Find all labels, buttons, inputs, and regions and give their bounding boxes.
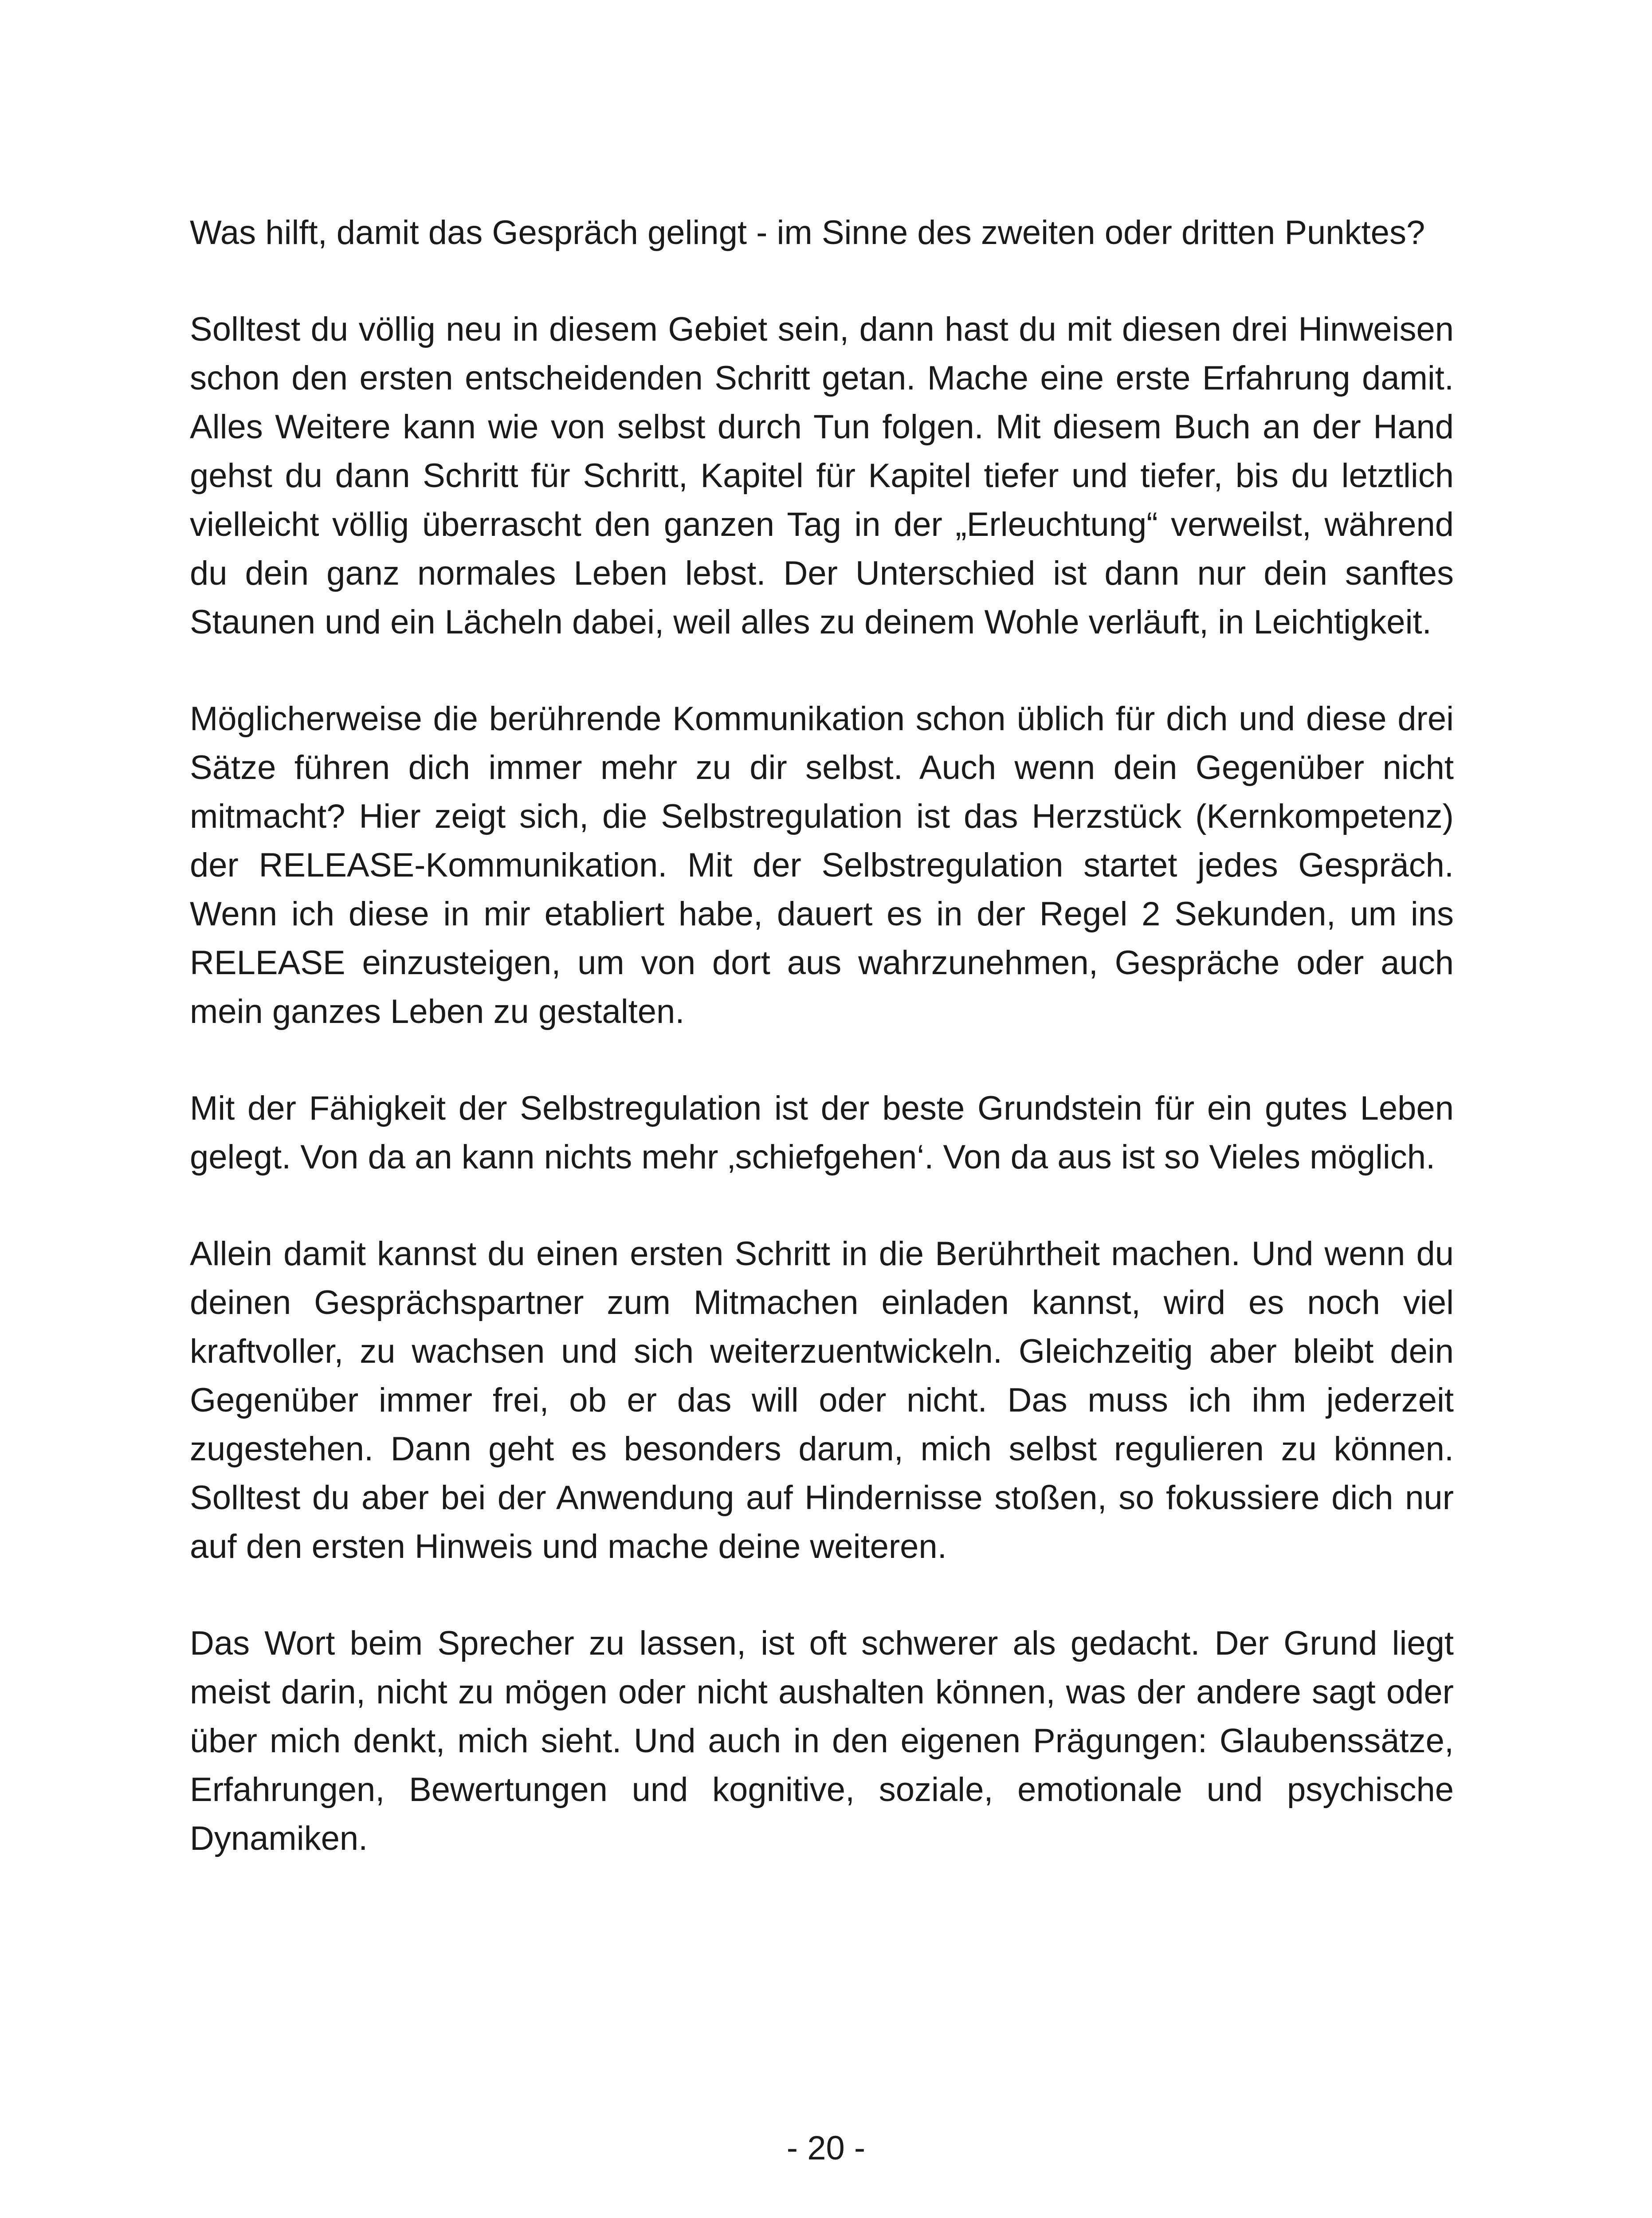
paragraph: Das Wort beim Sprecher zu lassen, ist oft schwerer als gedacht. Der Grund liegt meist darin, nicht zu mögen oder nicht aushalten können, was der andere sagt oder über mich denkt, mich sieht. Und auch in den eigenen Prägungen: Glaubenssätze, Erfahrungen, Bewertungen und kognitive, soziale, emotionale und psychische Dynamiken. xyxy=(190,1624,1454,1857)
paragraph: Möglicherweise die berührende Kommunikation schon üblich für dich und diese drei Sätze führen dich immer mehr zu dir selbst. Auch wenn dein Gegenüber nicht mitmacht? Hier zeigt sich, die Selbstregulation ist das Herzstück (Kernkompetenz) der RELEASE-Kommunikation. Mit der Selbstregulation startet jedes Gespräch. Wenn ich diese in mir etabliert habe, dauert es in der Regel 2 Sekunden, um ins RELEASE einzusteigen, um von dort aus wahrzunehmen, Gespräche oder auch mein ganzes Leben zu gestalten. xyxy=(190,700,1454,1030)
paragraph: Mit der Fähigkeit der Selbstregulation ist der beste Grundstein für ein gutes Leben gelegt. Von da an kann nichts mehr ‚schiefgehen‘. Von da aus ist so Vieles möglich. xyxy=(190,1089,1454,1176)
page-number: - 20 - xyxy=(786,2129,866,2167)
body-text xyxy=(190,208,1454,1863)
paragraph: Was hilft, damit das Gespräch gelingt - im Sinne des zweiten oder dritten Punktes? xyxy=(190,214,1425,252)
paragraph: Allein damit kannst du einen ersten Schritt in die Berührtheit machen. Und wenn du deinen Gesprächspartner zum Mitmachen einladen kannst, wird es noch viel kraftvoller, zu wachsen und sich weiterzuentwickeln. Gleichzeitig aber bleibt dein Gegenüber immer frei, ob er das will oder nicht. Das muss ich ihm jederzeit zugestehen. Dann geht es besonders darum, mich selbst regulieren zu können. Solltest du aber bei der Anwendung auf Hindernisse stoßen, so fokussiere dich nur auf den ersten Hinweis und mache deine weiteren. xyxy=(190,1235,1454,1565)
paragraph: Solltest du völlig neu in diesem Gebiet sein, dann hast du mit diesen drei Hinweisen schon den ersten entscheidenden Schritt getan. Mache eine erste Erfahrung damit. Alles Weitere kann wie von selbst durch Tun folgen. Mit diesem Buch an der Hand gehst du dann Schritt für Schritt, Kapitel für Kapitel tiefer und tiefer, bis du letztlich vielleicht völlig überrascht den ganzen Tag in der „Erleuchtung“ verweilst, während du dein ganz normales Leben lebst. Der Unterschied ist dann nur dein sanftes Staunen und ein Lächeln dabei, weil alles zu deinem Wohle verläuft, in Leichtigkeit. xyxy=(190,311,1454,641)
